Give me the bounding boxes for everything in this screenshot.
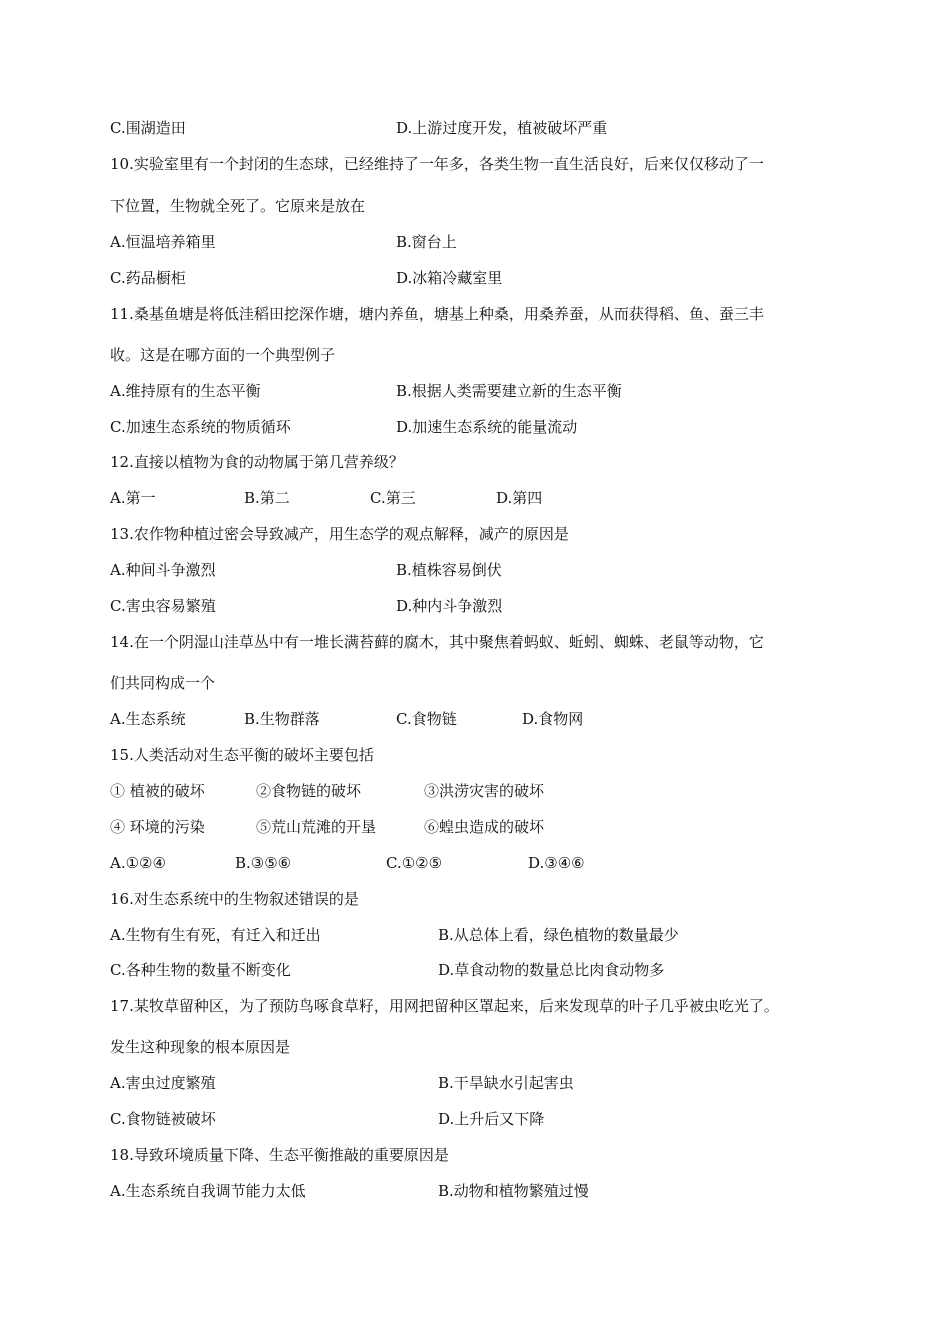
q11-stem-line2: 收。这是在哪方面的一个典型例子 (110, 346, 336, 364)
q15-item-3: ③洪涝灾害的破坏 (424, 782, 545, 800)
q11-option-c: C.加速生态系统的物质循环 (110, 418, 291, 436)
q15-stem-line1: 15.人类活动对生态平衡的破坏主要包括 (110, 746, 374, 764)
q15-option-c: C.①②⑤ (386, 854, 443, 872)
q16-option-a: A.生物有生有死，有迁入和迁出 (110, 926, 321, 944)
q11-option-b: B.根据人类需要建立新的生态平衡 (396, 382, 622, 400)
q10-stem-line1: 10.实验室里有一个封闭的生态球，已经维持了一年多，各类生物一直生活良好，后来仅仅移动了一 (110, 155, 764, 173)
q15-item-4: ④ 环境的污染 (110, 818, 205, 836)
q10-stem-line2: 下位置，生物就全死了。它原来是放在 (110, 197, 366, 215)
q12-option-a: A.第一 (110, 489, 156, 507)
q12-option-b: B.第二 (244, 489, 290, 507)
q11-option-d: D.加速生态系统的能量流动 (396, 418, 578, 436)
q17-option-b: B.干旱缺水引起害虫 (438, 1074, 574, 1092)
q18-option-b: B.动物和植物繁殖过慢 (438, 1182, 589, 1200)
q13-option-a: A.种间斗争激烈 (110, 561, 216, 579)
q10-option-c: C.药品橱柜 (110, 269, 186, 287)
q18-option-a: A.生态系统自我调节能力太低 (110, 1182, 306, 1200)
q15-item-6: ⑥蝗虫造成的破坏 (424, 818, 545, 836)
q14-option-b: B.生物群落 (244, 710, 320, 728)
q17-stem-line2: 发生这种现象的根本原因是 (110, 1038, 291, 1056)
q17-option-d: D.上升后又下降 (438, 1110, 545, 1128)
q14-option-a: A.生态系统 (110, 710, 186, 728)
q16-stem-line1: 16.对生态系统中的生物叙述错误的是 (110, 890, 359, 908)
q14-option-c: C.食物链 (396, 710, 457, 728)
q10-option-b: B.窗台上 (396, 233, 457, 251)
q16-option-b: B.从总体上看，绿色植物的数量最少 (438, 926, 679, 944)
q13-stem-line1: 13.农作物种植过密会导致减产，用生态学的观点解释，减产的原因是 (110, 525, 569, 543)
q15-option-d: D.③④⑥ (528, 854, 585, 872)
q10-option-d: D.冰箱冷藏室里 (396, 269, 503, 287)
q11-stem-line1: 11.桑基鱼塘是将低洼稻田挖深作塘，塘内养鱼，塘基上种桑，用桑养蚕，从而获得稻、鱼、蚕三丰 (110, 305, 764, 323)
q17-stem-line1: 17.某牧草留种区，为了预防鸟啄食草籽，用网把留种区罩起来，后来发现草的叶子几乎被虫吃光了。 (110, 997, 779, 1015)
q18-stem-line1: 18.导致环境质量下降、生态平衡推敲的重要原因是 (110, 1146, 449, 1164)
q13-option-b: B.植株容易倒伏 (396, 561, 502, 579)
q13-option-c: C.害虫容易繁殖 (110, 597, 216, 615)
q15-item-5: ⑤荒山荒滩的开垦 (256, 818, 377, 836)
q13-option-d: D.种内斗争激烈 (396, 597, 503, 615)
q15-item-2: ②食物链的破坏 (256, 782, 362, 800)
q12-option-d: D.第四 (496, 489, 543, 507)
q15-option-a: A.①②④ (110, 854, 166, 872)
q14-stem-line1: 14.在一个阴湿山洼草丛中有一堆长满苔藓的腐木，其中聚焦着蚂蚁、蚯蚓、蜘蛛、老鼠等动物，它 (110, 633, 764, 651)
q11-option-a: A.维持原有的生态平衡 (110, 382, 261, 400)
q14-stem-line2: 们共同构成一个 (110, 674, 216, 692)
q17-option-a: A.害虫过度繁殖 (110, 1074, 216, 1092)
q17-option-c: C.食物链被破坏 (110, 1110, 216, 1128)
q12-option-c: C.第三 (370, 489, 416, 507)
q15-item-1: ① 植被的破坏 (110, 782, 205, 800)
q16-option-d: D.草食动物的数量总比肉食动物多 (438, 961, 665, 979)
q9-option-c: C.围湖造田 (110, 119, 186, 137)
q9-option-d: D.上游过度开发，植被破坏严重 (396, 119, 608, 137)
q16-option-c: C.各种生物的数量不断变化 (110, 961, 291, 979)
q15-option-b: B.③⑤⑥ (235, 854, 292, 872)
q12-stem-line1: 12.直接以植物为食的动物属于第几营养级？ (110, 453, 404, 471)
q14-option-d: D.食物网 (522, 710, 584, 728)
q10-option-a: A.恒温培养箱里 (110, 233, 216, 251)
